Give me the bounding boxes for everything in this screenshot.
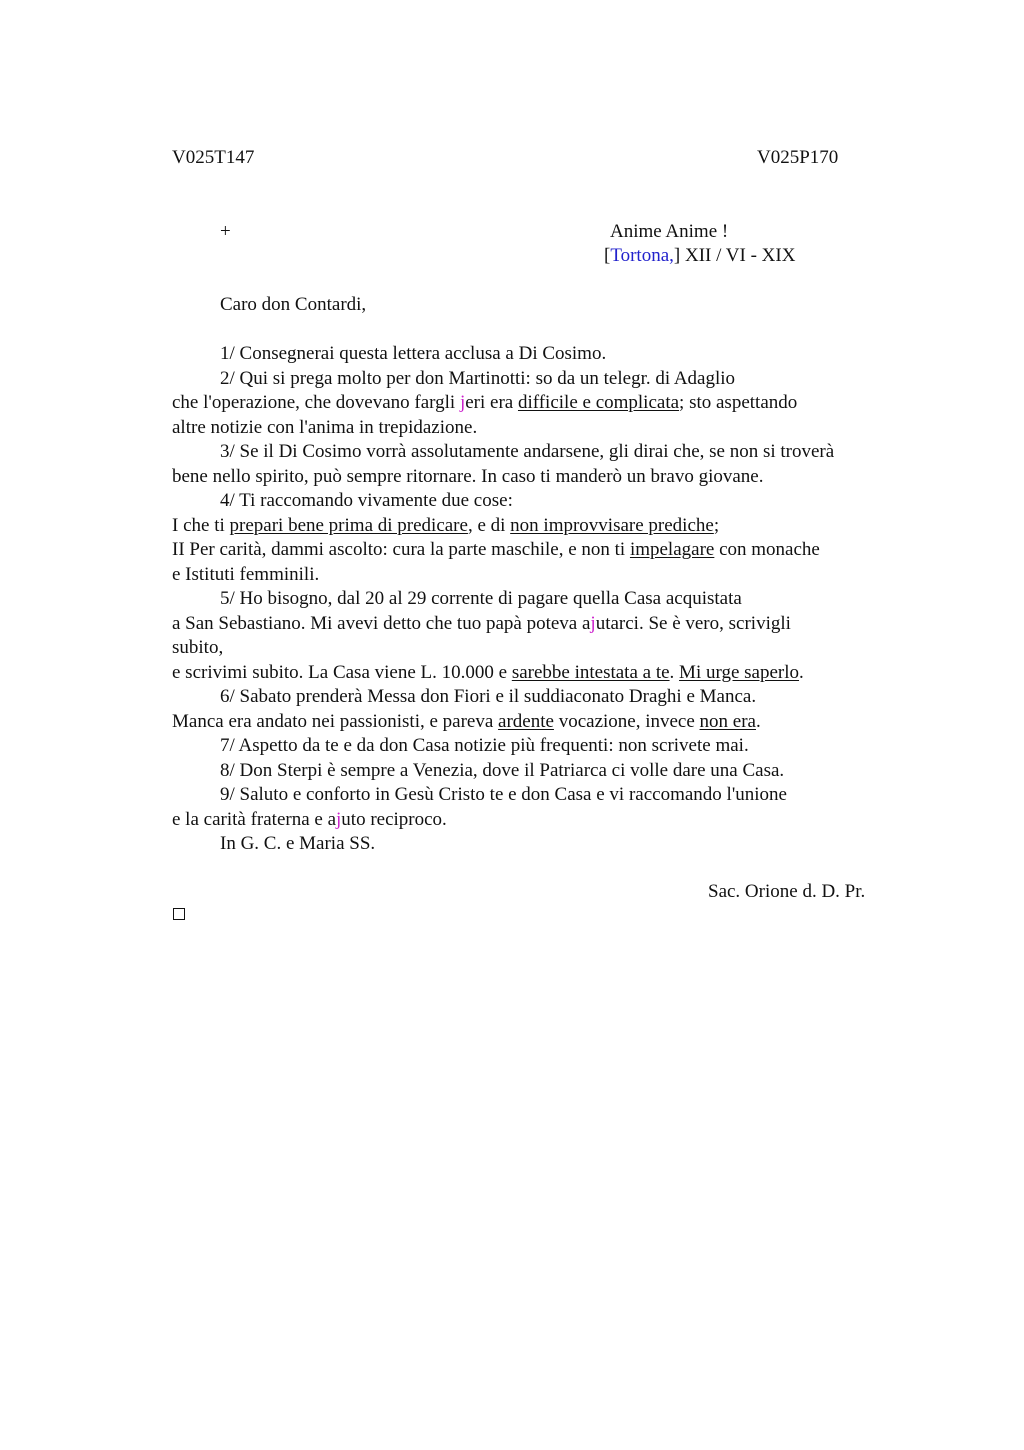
text-segment: . (669, 661, 680, 683)
point-3-line-1: 3/ Se il Di Cosimo vorrà assolutamente andarsene, gli dirai che, se non si troverà (220, 441, 835, 462)
underlined-phrase: non improvvisare prediche (510, 514, 714, 536)
signature: Sac. Orione d. D. Pr. (708, 881, 866, 902)
text-segment: a San Sebastiano. Mi avevi detto che tuo papà poteva a (172, 612, 591, 634)
highlighted-letter: j (336, 808, 342, 830)
point-3-line-2: bene nello spirito, può sempre ritornare. In caso ti manderò un bravo giovane. (172, 465, 764, 487)
underlined-phrase: prepari bene prima di predicare (229, 514, 468, 536)
point-7: 7/ Aspetto da te e da don Casa notizie più frequenti: non scrivete mai. (220, 735, 749, 756)
point-4-line-2 (172, 514, 902, 539)
text-segment: . (799, 661, 804, 683)
text-segment: che l'operazione, che dovevano fargli (172, 392, 460, 413)
text-segment: ; (713, 514, 720, 536)
point-1: 1/ Consegnerai questa lettera acclusa a Di Cosimo. (220, 343, 607, 364)
text-segment: ; sto aspettando (679, 392, 798, 413)
text-segment: uto reciproco. (341, 808, 447, 830)
underlined-phrase: ardente (498, 710, 554, 732)
point-5-line-1: 5/ Ho bisogno, dal 20 al 29 corrente di pagare quella Casa acquistata (220, 588, 742, 609)
point-2-line-2 (172, 391, 902, 416)
document-code-left: V025T147 (172, 147, 255, 168)
dateline (604, 244, 795, 268)
text-segment: II Per carità, dammi ascolto: cura la parte maschile, e non ti (172, 539, 630, 560)
underlined-phrase: non era (699, 710, 756, 732)
text-segment: I che ti (172, 514, 230, 536)
closing-line: In G. C. e Maria SS. (220, 833, 376, 854)
letter-body (172, 342, 902, 857)
point-4-line-1: 4/ Ti raccomando vivamente due cose: (220, 490, 513, 511)
point-6-line-1: 6/ Sabato prenderà Messa don Fiori e il suddiaconato Draghi e Manca. (220, 686, 757, 707)
text-segment: . (756, 710, 761, 732)
underlined-phrase: difficile e complicata (517, 392, 680, 413)
text-segment: e la carità fraterna e a (172, 808, 337, 830)
dateline-bracket: [ (604, 245, 611, 266)
point-6-line-2 (172, 710, 902, 735)
point-5-line-3: subito, (172, 637, 224, 658)
place-name: Tortona, (610, 245, 674, 266)
point-5-line-2 (172, 612, 902, 637)
underlined-phrase: Mi urge saperlo (679, 661, 800, 683)
document-code-right: V025P170 (757, 147, 839, 168)
point-9-line-1: 9/ Saluto e conforto in Gesù Cristo te e don Casa e vi raccomando l'unione (220, 784, 787, 805)
highlighted-letter: j (459, 392, 466, 413)
text-segment: e scrivimi subito. La Casa viene L. 10.000 e (172, 661, 512, 683)
date-value: ] XII / VI - XIX (673, 245, 796, 266)
underlined-phrase: sarebbe intestata a te (511, 661, 670, 683)
point-2-line-3: altre notizie con l'anima in trepidazione. (172, 416, 478, 438)
text-segment: utarci. Se è vero, scrivigli (595, 612, 791, 634)
text-segment: con monache (714, 539, 820, 560)
point-2-line-1: 2/ Qui si prega molto per don Martinotti: so da un telegr. di Adaglio (220, 367, 736, 389)
cross-symbol: + (220, 221, 231, 242)
end-marker-square-icon (173, 908, 185, 920)
salutation: Caro don Contardi, (220, 294, 367, 315)
text-segment: vocazione, invece (553, 710, 700, 732)
highlighted-letter: j (590, 612, 596, 634)
point-4-line-4: e Istituti femminili. (172, 563, 320, 585)
motto: Anime Anime ! (610, 221, 729, 242)
text-segment: , e di (467, 514, 511, 536)
point-4-line-3 (172, 538, 902, 563)
point-8: 8/ Don Sterpi è sempre a Venezia, dove il Patriarca ci volle dare una Casa. (220, 759, 785, 781)
text-segment: eri era (465, 392, 518, 413)
point-9-line-2 (172, 808, 902, 833)
point-5-line-4 (172, 661, 902, 686)
text-segment: Manca era andato nei passionisti, e pareva (172, 710, 499, 732)
underlined-phrase: impelagare (629, 539, 715, 560)
